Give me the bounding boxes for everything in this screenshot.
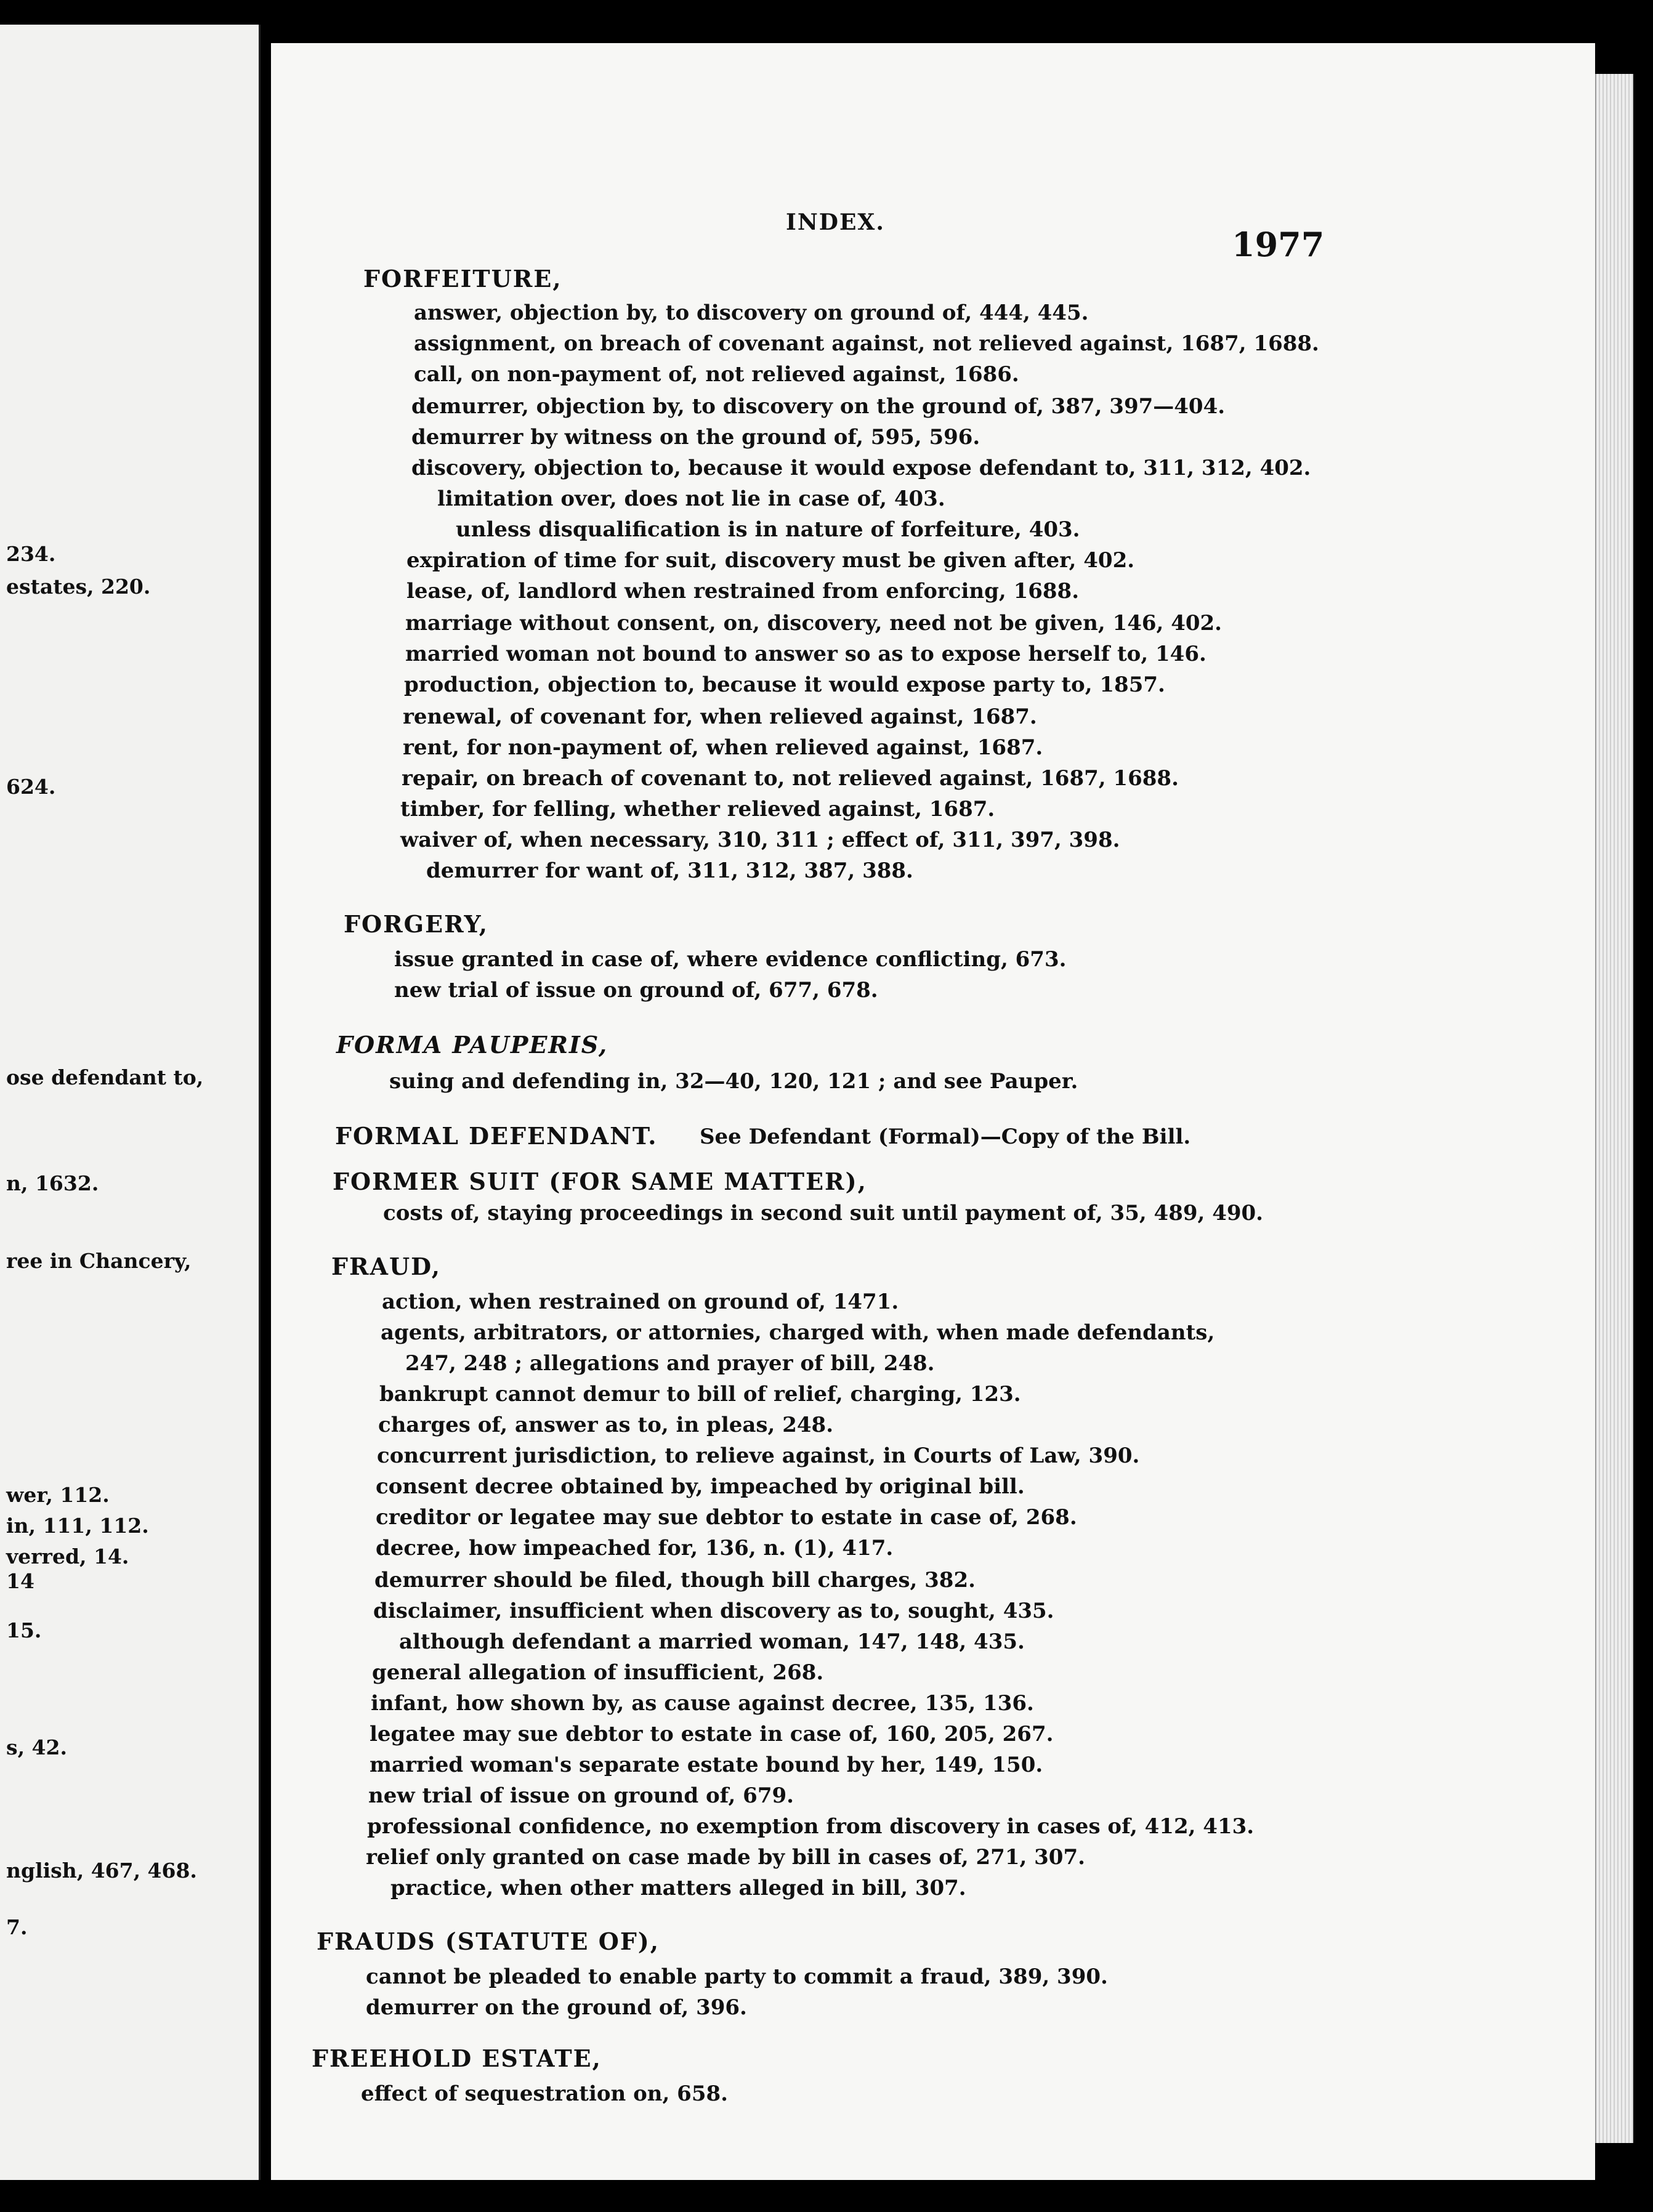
index-entry: renewal, of covenant for, when relieved against, 1687. [403, 704, 1037, 729]
index-entry: discovery, objection to, because it would expose defendant to, 311, 312, 402. [411, 456, 1311, 480]
index-entry: demurrer for want of, 311, 312, 387, 388. [426, 858, 913, 883]
index-entry: cannot be pleaded to enable party to commit a fraud, 389, 390. [366, 1964, 1108, 1989]
left-fragment: nglish, 467, 468. [6, 1859, 197, 1883]
index-entry: demurrer by witness on the ground of, 595, 596. [411, 425, 980, 450]
index-entry: effect of sequestration on, 658. [361, 2081, 728, 2106]
index-heading: FRAUD, [331, 1253, 442, 1280]
index-entry: assignment, on breach of covenant against, not relieved against, 1687, 1688. [414, 331, 1319, 356]
index-entry: marriage without consent, on, discovery, need not be given, 146, 402. [405, 611, 1222, 636]
left-fragment: estates, 220. [6, 575, 151, 599]
index-entry: infant, how shown by, as cause against decree, 135, 136. [371, 1691, 1034, 1716]
index-entry: demurrer should be filed, though bill charges, 382. [374, 1568, 976, 1592]
index-entry: expiration of time for suit, discovery must be given after, 402. [406, 548, 1135, 573]
index-heading: FORMA PAUPERIS, [336, 1031, 608, 1059]
index-entry: suing and defending in, 32—40, 120, 121 ; and see Pauper. [389, 1069, 1078, 1094]
left-fragment: wer, 112. [6, 1483, 110, 1507]
index-entry: lease, of, landlord when restrained from enforcing, 1688. [406, 579, 1080, 603]
index-entry: issue granted in case of, where evidence conflicting, 673. [394, 947, 1067, 972]
index-entry: married woman not bound to answer so as to expose herself to, 146. [405, 642, 1206, 666]
index-entry: new trial of issue on ground of, 677, 678. [394, 978, 878, 1003]
index-entry: demurrer, objection by, to discovery on the ground of, 387, 397—404. [411, 394, 1226, 419]
index-entry: 247, 248 ; allegations and prayer of bill, 248. [405, 1351, 935, 1376]
index-entry: concurrent jurisdiction, to relieve against, in Courts of Law, 390. [377, 1443, 1140, 1468]
index-heading: FORMAL DEFENDANT. [335, 1122, 658, 1150]
index-entry: married woman's separate estate bound by her, 149, 150. [370, 1753, 1043, 1777]
page-number: 1977 [1232, 225, 1325, 264]
left-fragment: 7. [6, 1915, 28, 1939]
index-heading: FORFEITURE, [363, 265, 562, 293]
left-fragment: s, 42. [6, 1735, 67, 1759]
index-entry: creditor or legatee may sue debtor to estate in case of, 268. [376, 1505, 1077, 1530]
running-header: INDEX. [786, 209, 885, 235]
left-fragment: verred, 14. [6, 1544, 129, 1568]
index-entry: legatee may sue debtor to estate in case of, 160, 205, 267. [370, 1722, 1054, 1746]
left-fragment: in, 111, 112. [6, 1514, 149, 1538]
index-heading: FORMER SUIT (FOR SAME MATTER), [333, 1168, 867, 1195]
index-entry: relief only granted on case made by bill in cases of, 271, 307. [366, 1845, 1085, 1870]
index-heading: FREEHOLD ESTATE, [312, 2044, 602, 2072]
index-entry: practice, when other matters alleged in bill, 307. [390, 1876, 966, 1900]
index-entry: general allegation of insufficient, 268. [372, 1660, 824, 1685]
index-entry: rent, for non-payment of, when relieved against, 1687. [403, 735, 1043, 760]
see-reference: See Defendant (Formal)—Copy of the Bill. [700, 1124, 1191, 1149]
left-page [0, 25, 261, 2180]
index-entry: decree, how impeached for, 136, n. (1), 417. [376, 1536, 894, 1560]
index-heading: FORGERY, [344, 910, 488, 938]
index-entry: new trial of issue on ground of, 679. [368, 1783, 794, 1808]
index-entry: bankrupt cannot demur to bill of relief, charging, 123. [379, 1382, 1021, 1407]
left-fragment: 14 [6, 1569, 34, 1593]
index-entry: although defendant a married woman, 147, 148, 435. [399, 1629, 1025, 1654]
left-fragment: ose defendant to, [6, 1065, 204, 1089]
index-entry: costs of, staying proceedings in second suit until payment of, 35, 489, 490. [383, 1201, 1263, 1225]
index-entry: unless disqualification is in nature of forfeiture, 403. [456, 517, 1080, 542]
left-fragment: 15. [6, 1618, 42, 1642]
index-entry: timber, for felling, whether relieved against, 1687. [400, 797, 995, 821]
index-entry: production, objection to, because it would expose party to, 1857. [404, 672, 1165, 697]
index-entry: professional confidence, no exemption from discovery in cases of, 412, 413. [367, 1814, 1255, 1839]
index-entry: answer, objection by, to discovery on ground of, 444, 445. [414, 301, 1089, 325]
left-fragment: 624. [6, 775, 56, 799]
index-entry: action, when restrained on ground of, 1471. [382, 1290, 899, 1314]
index-entry: charges of, answer as to, in pleas, 248. [378, 1413, 834, 1437]
index-entry: demurrer on the ground of, 396. [366, 1995, 747, 2020]
index-entry: repair, on breach of covenant to, not relieved against, 1687, 1688. [402, 766, 1179, 791]
index-heading: FRAUDS (STATUTE OF), [317, 1927, 660, 1955]
index-entry: disclaimer, insufficient when discovery as to, sought, 435. [373, 1599, 1054, 1623]
page-edge [1595, 74, 1633, 2143]
index-entry: call, on non-payment of, not relieved against, 1686. [414, 362, 1019, 387]
index-entry: consent decree obtained by, impeached by original bill. [376, 1474, 1025, 1499]
index-entry: waiver of, when necessary, 310, 311 ; effect of, 311, 397, 398. [400, 828, 1120, 852]
index-entry: agents, arbitrators, or attornies, charged with, when made defendants, [381, 1320, 1215, 1345]
index-entry: limitation over, does not lie in case of, 403. [437, 486, 945, 511]
left-fragment: n, 1632. [6, 1171, 99, 1195]
left-fragment: 234. [6, 542, 56, 566]
left-fragment: ree in Chancery, [6, 1249, 192, 1273]
